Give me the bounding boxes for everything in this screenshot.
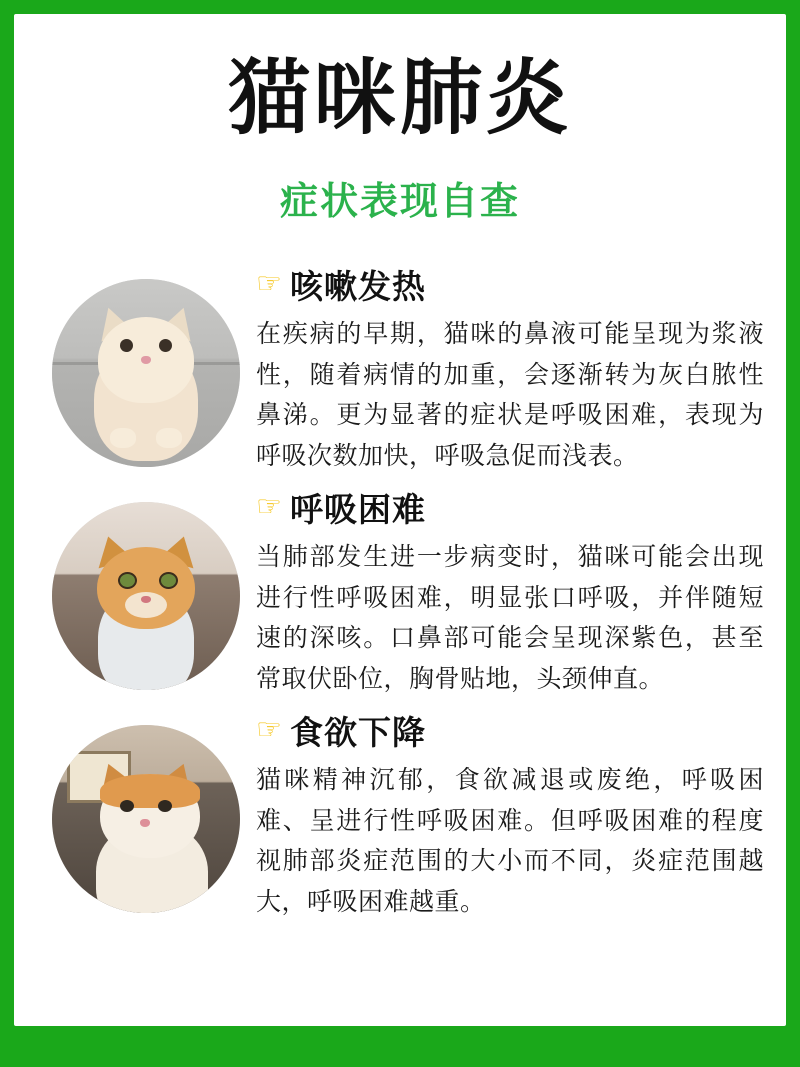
page-title: 猫咪肺炎 [227, 53, 572, 144]
photo-column [40, 484, 252, 690]
list-item [14, 707, 786, 922]
section-heading: 呼吸困难 [290, 491, 426, 528]
cream-kitten-photo [52, 279, 240, 467]
section-heading: 咳嗽发热 [290, 268, 426, 305]
text-column [252, 261, 764, 476]
list-item [14, 484, 786, 699]
ginger-cat-photo [52, 502, 240, 690]
pointing-hand-icon: ☞ [256, 268, 282, 300]
section-heading: 食欲下降 [290, 714, 426, 751]
orange-white-cat-photo [52, 725, 240, 913]
photo-column [40, 261, 252, 467]
pointing-hand-icon: ☞ [256, 491, 282, 523]
list-item [14, 261, 786, 476]
section-body: 当肺部发生进一步病变时，猫咪可能会出现进行性呼吸困难，明显张口呼吸，并伴随短速的深咳。口鼻部可能会呈现深紫色，甚至常取伏卧位，胸骨贴地，头颈伸直。 [256, 543, 764, 693]
section-body: 猫咪精神沉郁，食欲减退或废绝，呼吸困难、呈进行性呼吸困难。但呼吸困难的程度视肺部炎症范围的大小而不同，炎症范围越大，呼吸困难越重。 [256, 766, 764, 916]
section-heading-row [256, 261, 764, 308]
photo-column [40, 707, 252, 913]
page-subtitle: 症状表现自查 [279, 181, 520, 223]
section-heading-row [256, 707, 764, 754]
pointing-hand-icon: ☞ [256, 714, 282, 746]
section-body: 在疾病的早期，猫咪的鼻液可能呈现为浆液性，随着病情的加重，会逐渐转为灰白脓性鼻涕。更为显著的症状是呼吸困难，表现为呼吸次数加快，呼吸急促而浅表。 [256, 320, 764, 470]
text-column [252, 707, 764, 922]
sections-list [14, 261, 786, 922]
poster-card [14, 14, 786, 1026]
text-column [252, 484, 764, 699]
section-heading-row [256, 484, 764, 531]
